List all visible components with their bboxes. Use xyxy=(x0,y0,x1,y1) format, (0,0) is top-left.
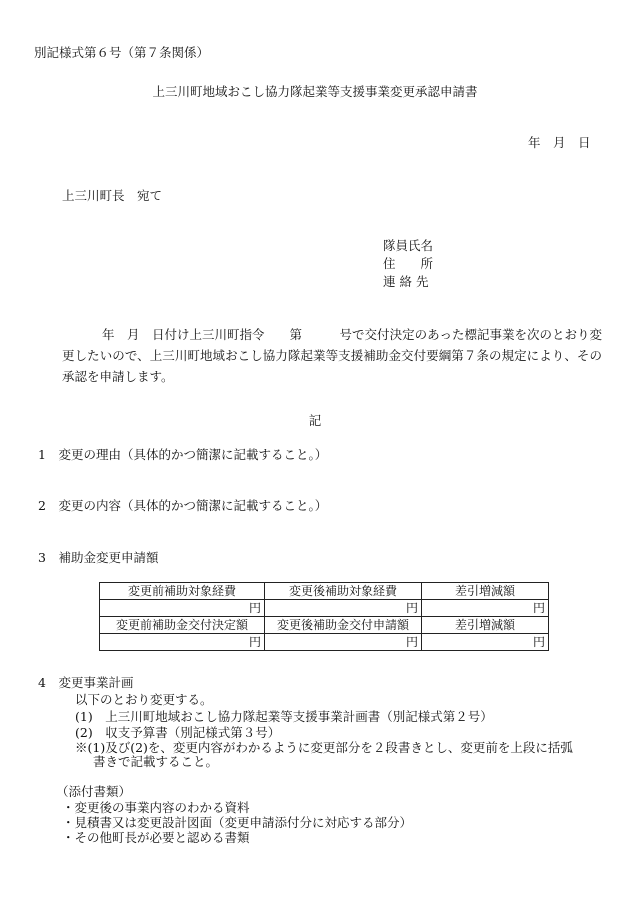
form-label: 別記様式第６号（第７条関係） xyxy=(34,45,210,60)
document-title: 上三川町地域おこし協力隊起業等支援事業変更承認申請書 xyxy=(152,84,478,99)
plan-note-line-1: ※(1)及び(2)を、変更内容がわかるように変更部分を２段書きとし、変更前を上段に括弧 xyxy=(75,740,573,755)
applicant-address-label: 住 所 xyxy=(383,256,434,271)
item-3: 3 補助金変更申請額 xyxy=(38,550,159,565)
date-line: 年 月 日 xyxy=(528,135,591,150)
table-cell-yen[interactable]: 円 xyxy=(100,634,265,651)
table-row xyxy=(100,600,549,617)
applicant-name-label: 隊員氏名 xyxy=(383,238,434,253)
ki-heading: 記 xyxy=(308,413,322,428)
body-paragraph: 年 月 日付け上三川町指令 第 号で交付決定のあった標記事業を次のとおり変更したいので、上三川町地域おこし協力隊起業等支援補助金交付要綱第７条の規定により、その承認を申請します。 xyxy=(62,327,602,384)
attachment-item: ・変更後の事業内容のわかる資料 xyxy=(62,800,250,815)
table-header-cell: 変更前補助対象経費 xyxy=(100,583,265,600)
attachment-item: ・その他町長が必要と認める書類 xyxy=(62,830,250,845)
table-cell-yen[interactable]: 円 xyxy=(265,634,422,651)
item-4: 4 変更事業計画 xyxy=(38,675,134,690)
table-cell-yen[interactable]: 円 xyxy=(100,600,265,617)
attachment-item: ・見積書又は変更設計図面（変更申請添付分に対応する部分） xyxy=(62,815,413,830)
subsidy-amount-table xyxy=(99,582,549,651)
table-header-cell: 差引増減額 xyxy=(422,617,549,634)
table-cell-yen[interactable]: 円 xyxy=(422,600,549,617)
table-row xyxy=(100,634,549,651)
plan-item-2: (2) 収支予算書（別記様式第３号） xyxy=(75,725,281,740)
plan-note-line-2: 書きで記載すること。 xyxy=(93,754,219,769)
attachments-heading: （添付書類） xyxy=(56,784,132,799)
table-cell-yen[interactable]: 円 xyxy=(422,634,549,651)
item-2: 2 変更の内容（具体的かつ簡潔に記載すること。） xyxy=(38,498,328,513)
addressee: 上三川町長 宛て xyxy=(62,188,163,203)
plan-intro: 以下のとおり変更する。 xyxy=(75,692,213,707)
applicant-contact-label: 連 絡 先 xyxy=(383,274,429,289)
table-row xyxy=(100,617,549,634)
table-header-cell: 差引増減額 xyxy=(422,583,549,600)
table-row xyxy=(100,583,549,600)
plan-item-1: (1) 上三川町地域おこし協力隊起業等支援事業計画書（別記様式第２号） xyxy=(75,709,493,724)
table-header-cell: 変更後補助金交付申請額 xyxy=(265,617,422,634)
table-header-cell: 変更後補助対象経費 xyxy=(265,583,422,600)
item-1: 1 変更の理由（具体的かつ簡潔に記載すること。） xyxy=(38,447,328,462)
table-cell-yen[interactable]: 円 xyxy=(265,600,422,617)
table-header-cell: 変更前補助金交付決定額 xyxy=(100,617,265,634)
